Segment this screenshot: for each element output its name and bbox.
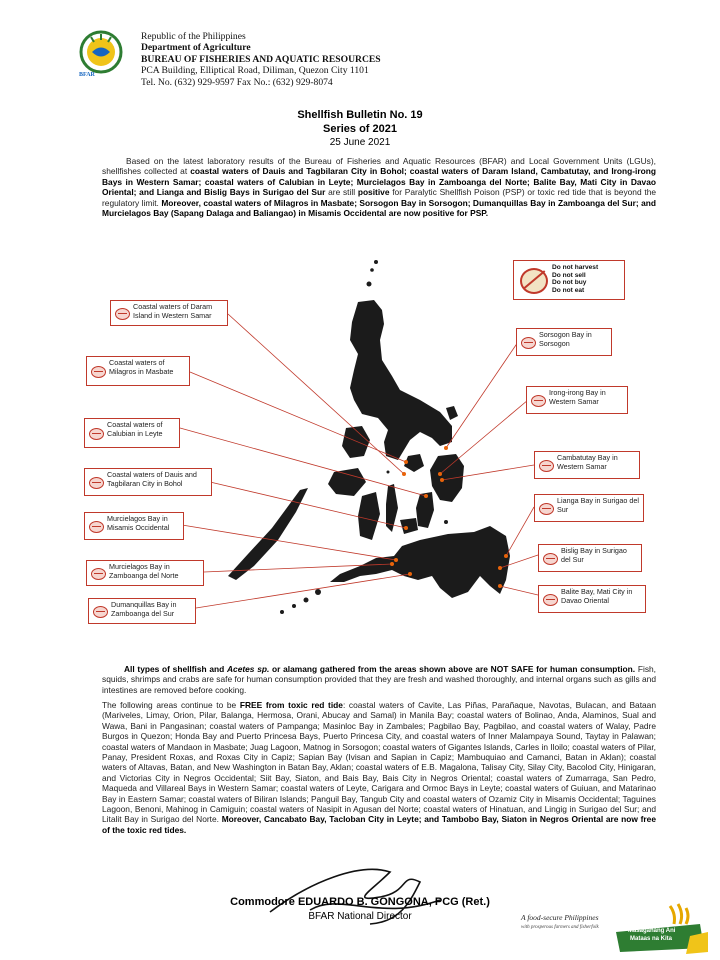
shellfish-icon bbox=[89, 428, 104, 440]
signatory-name: Commodore EDUARDO B. GONGONA, PCG (Ret.) bbox=[230, 896, 490, 908]
island-catanduanes bbox=[446, 406, 458, 420]
text-segment: positive bbox=[357, 187, 390, 198]
text-segment: are still bbox=[325, 187, 358, 198]
shellfish-icon bbox=[115, 308, 130, 320]
shellfish-icon bbox=[93, 606, 108, 618]
text-segment: Acetes sp. bbox=[227, 664, 270, 674]
shellfish-icon bbox=[91, 366, 106, 378]
shellfish-icon bbox=[89, 477, 104, 489]
legend-item: Do not harvest bbox=[552, 264, 599, 271]
label-dumanquillas: Dumanquillas Bay in Zamboanga del Sur bbox=[88, 598, 196, 624]
text-segment: FREE from toxic red tide bbox=[239, 700, 343, 710]
label-irong: Irong-irong Bay in Western Samar bbox=[526, 386, 628, 414]
legend-item: Do not buy bbox=[552, 279, 587, 287]
label-murcielagos-zdn: Murcielagos Bay in Zamboanga del Norte bbox=[86, 560, 204, 586]
label-dauis: Coastal waters of Dauis and Tagbilaran City in Bohol bbox=[84, 468, 212, 496]
badge-line-2: Mataas na Kita bbox=[630, 936, 673, 942]
header-line1: Republic of the Philippines bbox=[141, 31, 246, 42]
text-segment: Moreover, Cancabato Bay, Tacloban City in Leyte; and Tambobo Bay, Siaton in Negros Oriental are now free of the toxic red tides. bbox=[102, 814, 656, 835]
shellfish-icon bbox=[543, 594, 558, 606]
label-calubian: Coastal waters of Calubian in Leyte bbox=[84, 418, 180, 448]
shellfish-icon bbox=[89, 521, 104, 533]
signatory-title: BFAR National Director bbox=[308, 911, 412, 922]
free-areas-paragraph bbox=[102, 700, 656, 835]
text-segment: Moreover, coastal waters of Milagros in Masbate; Sorsogon Bay in Sorsogon; Dumanquillas Bay in Zamboanga del Sur; and Murcielagos Bay (Sapang Dalaga and Baliangao) in Misamis Occidental are now positive for PSP. bbox=[102, 197, 656, 219]
warning-paragraph bbox=[102, 664, 656, 695]
text-segment: coastal waters of Dauis and Tagbilaran City in Bohol; coastal waters of Daram Island, Cambatutay, and Irong-irong Bays in Western Samar; coastal waters of Calubian in Leyte; Murcielagos Bay in Zamboanga del Norte; Balite Bay, Mati City in Davao Oriental; and Lianga and Bislig Bays in Surigao del Sur bbox=[102, 166, 656, 198]
text-segment: for Paralytic Shellfish Poison (PSP) or toxic red tide that is beyond the regulatory limit. bbox=[102, 187, 657, 208]
shellfish-icon bbox=[539, 460, 554, 472]
legend-text bbox=[552, 264, 598, 294]
text-segment: All types of shellfish and bbox=[124, 664, 227, 674]
bulletin-series: Series of 2021 bbox=[323, 123, 397, 135]
text-segment: The following areas continue to be bbox=[102, 700, 240, 710]
text-segment: Fish, squids, shrimps and crabs are safe for human consumption provided that they are fresh and washed thoroughly, and internal organs such as gills and intestines are removed before cooking. bbox=[102, 664, 656, 695]
island-bohol bbox=[400, 518, 418, 534]
header-line2: Department of Agriculture bbox=[141, 42, 251, 54]
logo-text: BFAR bbox=[79, 72, 95, 78]
label-murcielagos-mis: Murcielagos Bay in Misamis Occidental bbox=[84, 512, 184, 540]
footer-tagline-1: A food-secure Philippines bbox=[521, 913, 599, 922]
shellfish-icon bbox=[531, 395, 546, 407]
header-block bbox=[141, 31, 381, 88]
label-lianga: Lianga Bay in Surigao del Sur bbox=[534, 494, 644, 522]
text-segment: Based on the latest laboratory results of the Bureau of Fisheries and Aquatic Resources (BFAR) and Local Government Units (LGUs), shellfishes collected at bbox=[102, 156, 656, 177]
header-line5: Tel. No. (632) 929-9597 Fax No.: (632) 929-8074 bbox=[141, 76, 333, 88]
island-negros bbox=[358, 492, 380, 540]
header-line4: PCA Building, Elliptical Road, Diliman, Quezon City 1101 bbox=[141, 65, 369, 77]
badge-line-1: Masaganang Ani bbox=[628, 928, 676, 934]
shellfish-icon bbox=[521, 337, 536, 349]
shellfish-icon bbox=[543, 553, 558, 565]
label-milagros: Coastal waters of Milagros in Masbate bbox=[86, 356, 190, 386]
header-line3: BUREAU OF FISHERIES AND AQUATIC RESOURCES bbox=[141, 53, 381, 65]
label-cambatutay: Cambatutay Bay in Western Samar bbox=[534, 451, 640, 479]
label-bislig: Bislig Bay in Surigao del Sur bbox=[538, 544, 642, 572]
island-panay bbox=[328, 468, 366, 496]
text-segment: : coastal waters of Cavite, Las Piñas, Parañaque, Navotas, Bulacan, and Bataan (Mariveles, Limay, Orion, Pilar, Balanga, Hermosa, Orani, Abucay and Samal) in Manila Bay; coastal waters of Bolinao, Anda, Alaminos, Sual and Wawa, Bani in Pangasinan; coastal waters of Pampanga; Masinloc Bay in Zambales; Pagbilao Bay, Pagbilao, and coastal waters of Walay, Padre Burgos in Quezon; Honda Bay and Puerto Princesa Bays, Puerto Princesa City, and coastal waters of Inner Malampaya Sound, Taytay in Palawan; coastal waters of Mandaon in Masbate; Juag Lagoon, Matnog in Sorsogon; coastal waters of Gigantes Islands, Carles in Iloilo; coastal waters of Pilar, Panay, President Roxas, and Roxas City in Capiz; Sapian Bay (Ivisan and Sapian in Capiz; Mambuquiao and Camanci, Batan in Aklan); coastal waters of Altavas, Batan, and New Washington in Batan Bay, Aklan; coastal waters of E.B. Magalona, Talisay City, Silay City, Bacolod City, Hinigaran, and Victorias City in Negros Occidental; Siit Bay, Siaton, and Bais Bay, Bais City in Negros Oriental; coastal waters of Zumarraga, San Pedro, Maqueda and Villareal Bays in Western Samar; coastal waters of Leyte, Carigara and Ormoc Bays in Leyte; coastal waters of Guiuan, and Matarinao Bay in Eastern Samar; coastal waters of Biliran Islands; Panguil Bay, Tangub City and coastal waters of Ozamiz City in Misamis Occidental; Taguines Lagoon, Benoni, Mahinog in Camiguin; coastal waters of Nasipit in Agusan del Norte; coastal waters of Hinatuan, and Lingig in Surigao del Sur; and Litalit Bay in Surigao del Norte. bbox=[102, 700, 656, 825]
no-harvest-legend bbox=[513, 260, 625, 300]
bulletin-date: 25 June 2021 bbox=[329, 137, 391, 148]
island-mindanao bbox=[330, 526, 510, 598]
label-balite: Balite Bay, Mati City in Davao Oriental bbox=[538, 585, 646, 613]
no-harvest-icon bbox=[520, 268, 548, 294]
map-islands bbox=[228, 260, 510, 614]
shellfish-icon bbox=[539, 503, 554, 515]
island-samar bbox=[430, 454, 464, 502]
label-daram: Coastal waters of Daram Island in Western Samar bbox=[110, 300, 228, 326]
label-sorsogon: Sorsogon Bay in Sorsogon bbox=[516, 328, 612, 356]
text-segment: or alamang gathered from the areas shown above are NOT SAFE for human consumption. bbox=[269, 664, 636, 674]
footer-tagline-2: with prosperous farmers and fisherfolk bbox=[521, 925, 599, 930]
bulletin-title: Shellfish Bulletin No. 19 bbox=[297, 109, 423, 121]
shellfish-icon bbox=[91, 568, 106, 580]
intro-paragraph bbox=[102, 156, 656, 218]
legend-item: Do not eat bbox=[552, 286, 585, 294]
legend-item: Do not sell bbox=[552, 271, 586, 279]
